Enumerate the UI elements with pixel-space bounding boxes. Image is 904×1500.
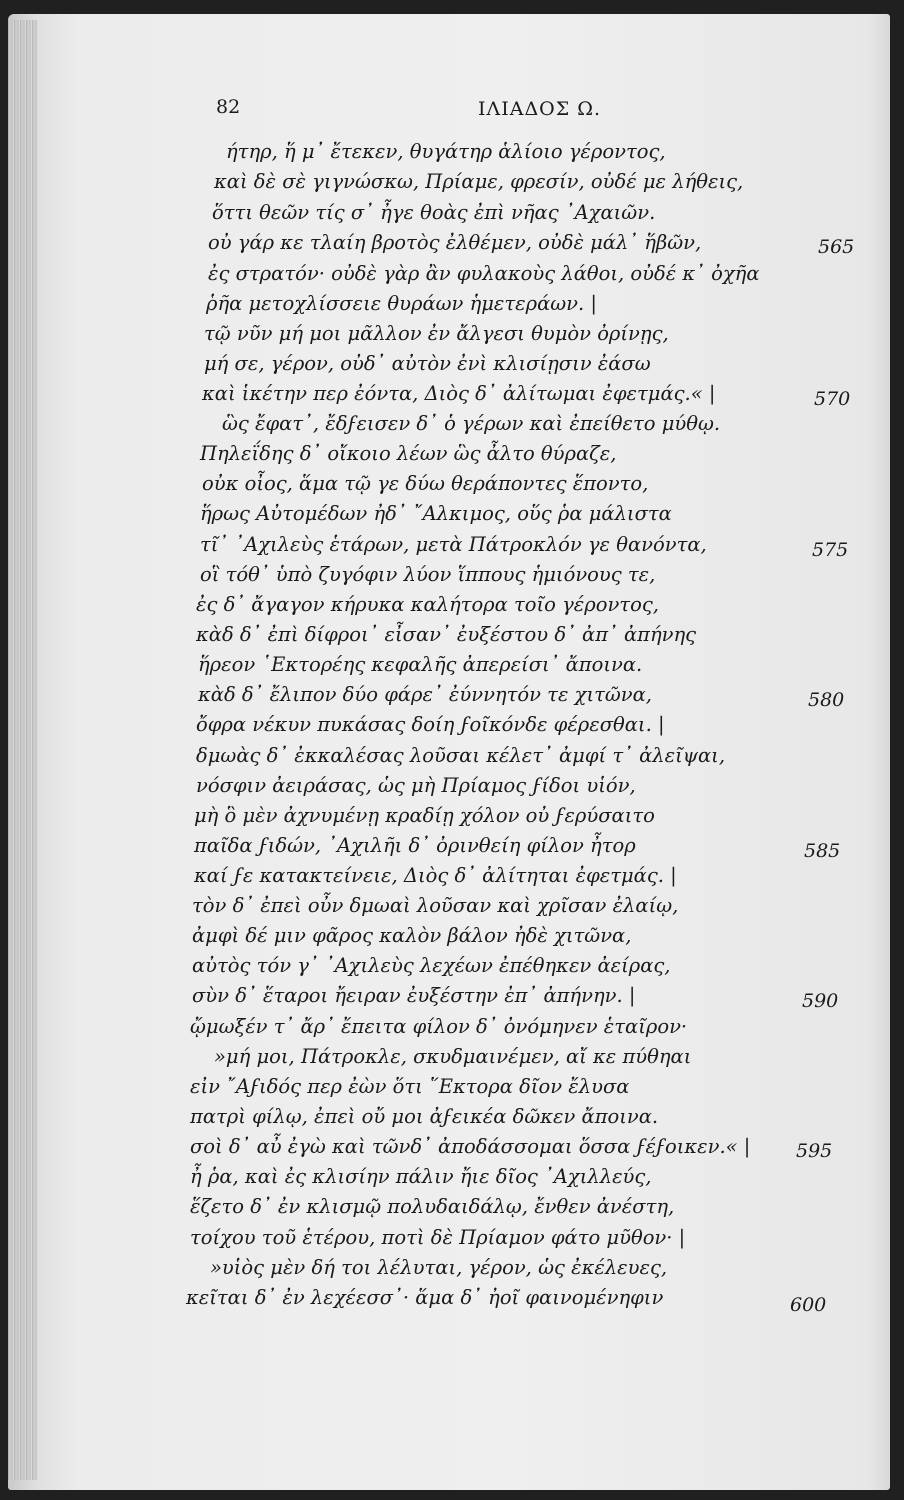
verse-line: μή σε, γέρον, οὐδ᾽ αὐτὸν ἐνὶ κλισίῃσιν ἐάσω <box>204 352 651 375</box>
verse-line: πατρὶ φίλῳ, ἐπεὶ οὔ μοι ἀϝεικέα δῶκεν ἄποινα. <box>190 1105 659 1128</box>
verse-line: εἰν ῎Αϝιδός περ ἐὼν ὅτι ῞Εκτορα δῖον ἔλυσα <box>190 1075 630 1098</box>
verse-line: ᾤμωξέν τ᾽ ἄρ᾽ ἔπειτα φίλον δ᾽ ὀνόμηνεν ἑταῖρον· <box>190 1015 688 1038</box>
verse-line: ἦ ῥα, καὶ ἐς κλισίην πάλιν ἤιε δῖος ᾿Αχιλλεύς, <box>190 1165 652 1188</box>
line-number: 580 <box>808 689 845 711</box>
verse-line: τῷ νῦν μή μοι μᾶλλον ἐν ἄλγεσι θυμὸν ὀρίνῃς, <box>204 322 669 345</box>
verse-line: κεῖται δ᾽ ἐν λεχέεσσ᾽· ἅμα δ᾽ ἠοῖ φαινομένηφιν <box>186 1286 664 1309</box>
verse-line: ἥρεον ῾Εκτορέης κεφαλῆς ἀπερείσι᾽ ἄποινα. <box>198 653 643 676</box>
verse-line: τῖ᾽ ᾿Αχιλεὺς ἑτάρων, μετὰ Πάτροκλόν γε θανόντα, <box>200 533 707 556</box>
verse-line: ἕζετο δ᾽ ἐν κλισμῷ πολυδαιδάλῳ, ἔνθεν ἀνέστη, <box>190 1195 675 1218</box>
verse-line: σοὶ δ᾽ αὖ ἐγὼ καὶ τῶνδ᾽ ἀποδάσσομαι ὅσσα ϝέϝοικεν.« | <box>190 1135 751 1158</box>
verse-line: ἀμφὶ δέ μιν φᾶρος καλὸν βάλον ἠδὲ χιτῶνα, <box>192 924 632 947</box>
verse-line: ἥρως Αὐτομέδων ἠδ᾽ ῎Αλκιμος, οὕς ῥα μάλιστα <box>200 502 672 525</box>
line-number: 600 <box>790 1294 827 1316</box>
verse-line: ήτηρ, ἥ μ᾽ ἔτεκεν, θυγάτηρ ἁλίοιο γέροντος, <box>226 140 666 163</box>
verse-line: ὅττι θεῶν τίς σ᾽ ἦγε θοὰς ἐπὶ νῆας ᾿Αχαιῶν. <box>212 201 656 224</box>
verse-line: σὺν δ᾽ ἕταροι ἤειραν ἐυξέστην ἐπ᾽ ἀπήνην. | <box>192 984 636 1007</box>
verse-line: ἐς στρατόν· οὐδὲ γὰρ ἂν φυλακοὺς λάθοι, οὐδέ κ᾽ ὀχῆα <box>208 262 760 285</box>
verse-line: αὐτὸς τόν γ᾽ ᾿Αχιλεὺς λεχέων ἐπέθηκεν ἀείρας, <box>192 954 671 977</box>
verse-line: καί ϝε κατακτείνειε, Διὸς δ᾽ ἀλίτηται ἐφετμάς. | <box>194 864 677 887</box>
line-number: 570 <box>814 388 851 410</box>
running-head: ΙΛΙΑΔΟΣ Ω. <box>478 98 602 120</box>
verse-line: »υἱὸς μὲν δή τοι λέλυται, γέρον, ὡς ἐκέλευες, <box>210 1256 668 1279</box>
page-number: 82 <box>216 96 241 118</box>
verse-line: καὶ ἱκέτην περ ἐόντα, Διὸς δ᾽ ἀλίτωμαι ἐφετμάς.« | <box>202 382 716 405</box>
verse-line: νόσφιν ἀειράσας, ὡς μὴ Πρίαμος ϝίδοι υἱόν, <box>196 774 636 797</box>
verse-line: Πηλεΐδης δ᾽ οἴκοιο λέων ὣς ἆλτο θύραζε, <box>200 442 617 465</box>
verse-line: τὸν δ᾽ ἐπεὶ οὖν δμωαὶ λοῦσαν καὶ χρῖσαν ἐλαίῳ, <box>192 894 679 917</box>
verse-line: οὐ γάρ κε τλαίη βροτὸς ἐλθέμεν, οὐδὲ μάλ᾽ ἥβῶν, <box>208 231 702 254</box>
verse-line: καὶ δὲ σὲ γιγνώσκω, Πρίαμε, φρεσίν, οὐδέ με λήθεις, <box>214 170 744 193</box>
line-number: 585 <box>804 840 841 862</box>
line-number: 575 <box>812 539 849 561</box>
line-number: 590 <box>802 990 839 1012</box>
line-number: 595 <box>796 1140 833 1162</box>
verse-line: ἐς δ᾽ ἄγαγον κήρυκα καλήτορα τοῖο γέροντος, <box>196 593 659 616</box>
verse-line: ῥῆα μετοχλίσσειε θυράων ἡμετεράων. | <box>206 292 597 315</box>
verse-line: »μή μοι, Πάτροκλε, σκυδμαινέμεν, αἴ κε πύθηαι <box>214 1045 692 1068</box>
page-edge-shading <box>8 20 38 1480</box>
verse-line: παῖδα ϝιδών, ᾿Αχιλῆι δ᾽ ὀρινθείη φίλον ἦτορ <box>194 834 636 857</box>
verse-line: οὐκ οἶος, ἅμα τῷ γε δύω θεράποντες ἕποντο, <box>202 472 649 495</box>
verse-line: μὴ ὃ μὲν ἀχνυμένῃ κραδίῃ χόλον οὐ ϝερύσαιτο <box>194 804 655 827</box>
verse-line: τοίχου τοῦ ἑτέρου, ποτὶ δὲ Πρίαμον φάτο μῦθον· | <box>190 1226 686 1249</box>
verse-line: κὰδ δ᾽ ἐπὶ δίφροι᾽ εἶσαν᾽ ἐυξέστου δ᾽ ἀπ᾽ ἀπήνης <box>196 623 697 646</box>
verse-line: κὰδ δ᾽ ἔλιπον δύο φάρε᾽ ἐύννητόν τε χιτῶνα, <box>198 683 653 706</box>
verse-line: ὣς ἔφατ᾽, ἔδϝεισεν δ᾽ ὁ γέρων καὶ ἐπείθετο μύθῳ. <box>222 412 721 435</box>
verse-line: δμωὰς δ᾽ ἐκκαλέσας λοῦσαι κέλετ᾽ ἀμφί τ᾽ ἀλεῖψαι, <box>196 744 726 767</box>
line-number: 565 <box>818 236 855 258</box>
verse-line: οἳ τόθ᾽ ὑπὸ ζυγόφιν λύον ἵππους ἡμιόνους τε, <box>200 563 656 586</box>
verse-line: ὄφρα νέκυν πυκάσας δοίη ϝοῖκόνδε φέρεσθαι. | <box>196 713 665 736</box>
